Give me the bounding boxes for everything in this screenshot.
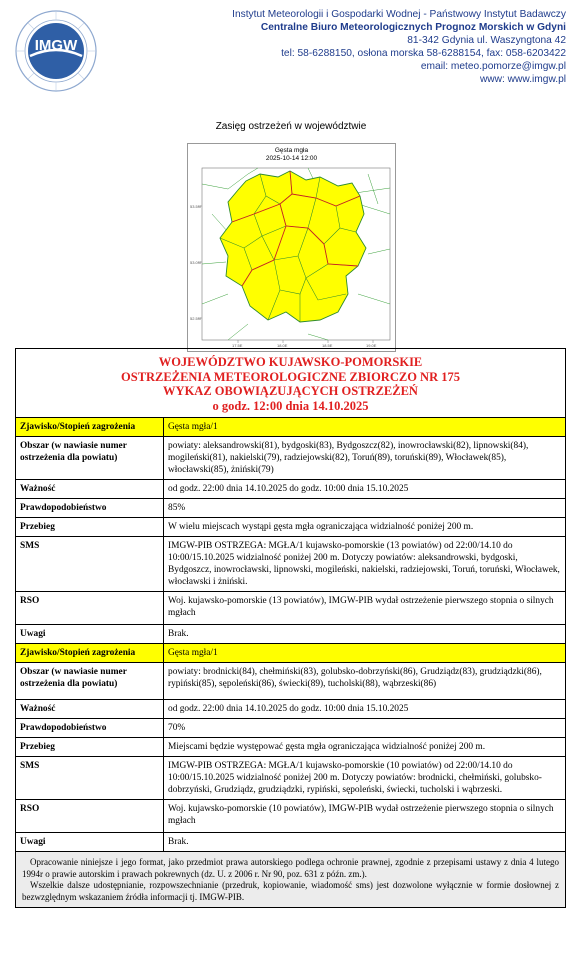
table-row <box>16 518 566 537</box>
label-area: Obszar (w nawiasie numer ostrzeżenia dla powiatu) <box>16 437 164 480</box>
value-phenomenon: Gęsta mgła/1 <box>164 644 566 663</box>
label-phenomenon: Zjawisko/Stopień zagrożenia <box>16 418 164 437</box>
table-row <box>16 757 566 800</box>
email-link[interactable]: email: meteo.pomorze@imgw.pl <box>420 61 566 72</box>
table-row <box>16 800 566 833</box>
value-remarks: Brak. <box>164 833 566 852</box>
imgw-logo-icon <box>15 10 97 92</box>
label-remarks: Uwagi <box>16 625 164 644</box>
value-sms: IMGW-PIB OSTRZEGA: MGŁA/1 kujawsko-pomorskie (10 powiatów) od 22:00/14.10 do 10:00/15.10.2025 widzialność poniżej 200 m. Dotyczy powiatów: brodnicki, chełmiński, golubsko-dobrzyński, Grudziądz, grudziądzki, rypiński, sępoleński, świecki, tucholski i wąbrzeski. <box>164 757 566 800</box>
banner-list-title: WYKAZ OBOWIĄZUJĄCYCH OSTRZEŻEŃ <box>163 384 418 398</box>
value-area: powiaty: brodnicki(84), chełmiński(83), golubsko-dobrzyński(86), Grudziądz(83), grudziądzki(86), rypiński(85), sępoleński(86), świecki(89), tucholski(88), wąbrzeski(86) <box>164 663 566 700</box>
table-row <box>16 738 566 757</box>
svg-text:53.5N: 53.5N <box>190 204 201 209</box>
value-area: powiaty: aleksandrowski(81), bydgoski(83), Bydgoszcz(82), inowrocławski(82), lipnowski(84), mogileński(81), nakielski(79), radziejowski(82), Toruń(89), toruński(89), Włocławek(85), włocławski(85), żniński(79) <box>164 437 566 480</box>
label-course: Przebieg <box>16 518 164 537</box>
table-row <box>16 592 566 625</box>
copyright-paragraph: Opracowanie niniejsze i jego format, jako przedmiot prawa autorskiego podlega ochronie prawnej, zgodnie z przepisami ustawy z dnia 4 lutego 1994r o prawie autorskim i prawach pokrewnych (dz. U. z 2006 r. Nr 90, poz. 631 z późn. zm.). <box>22 857 559 879</box>
table-row <box>16 537 566 592</box>
label-area: Obszar (w nawiasie numer ostrzeżenia dla powiatu) <box>16 663 164 700</box>
value-validity: od godz. 22:00 dnia 14.10.2025 do godz. 10:00 dnia 15.10.2025 <box>164 480 566 499</box>
institute-name: Instytut Meteorologii i Gospodarki Wodnej - Państwowy Instytut Badawczy <box>232 9 566 20</box>
value-rso: Woj. kujawsko-pomorskie (13 powiatów), IMGW-PIB wydał ostrzeżenie pierwszego stopnia o silnych mgłach <box>164 592 566 625</box>
value-sms: IMGW-PIB OSTRZEGA: MGŁA/1 kujawsko-pomorskie (13 powiatów) od 22:00/14.10 do 10:00/15.10.2025 widzialność poniżej 200 m. Dotyczy powiatów: aleksandrowski, bydgoski, Bydgoszcz, inowrocławski, lipnowski, mogileński, nakielski, radziejowski, Toruń, toruński, Włocławek, włocławski i żniński. <box>164 537 566 592</box>
label-sms: SMS <box>16 537 164 592</box>
label-rso: RSO <box>16 800 164 833</box>
label-rso: RSO <box>16 592 164 625</box>
warnings-banner <box>15 348 566 417</box>
map-caption-phenomenon: Gęsta mgła <box>274 147 309 154</box>
www-link[interactable]: www: www.imgw.pl <box>479 74 566 85</box>
value-phenomenon: Gęsta mgła/1 <box>164 418 566 437</box>
svg-text:52.5N: 52.5N <box>190 316 201 321</box>
map-caption-date: 2025-10-14 12:00 <box>265 155 318 162</box>
table-row <box>16 418 566 437</box>
svg-text:18.5E: 18.5E <box>322 343 333 348</box>
table-row <box>16 644 566 663</box>
banner-voivodeship: WOJEWÓDZTWO KUJAWSKO-POMORSKIE <box>158 355 423 369</box>
map-title: Zasięg ostrzeżeń w województwie <box>215 121 367 132</box>
address: 81-342 Gdynia ul. Waszyngtona 42 <box>407 35 566 46</box>
banner-issue-time: o godz. 12:00 dnia 14.10.2025 <box>212 398 369 413</box>
copyright-footer <box>15 852 566 908</box>
table-row <box>16 663 566 700</box>
value-rso: Woj. kujawsko-pomorskie (10 powiatów), IMGW-PIB wydał ostrzeżenie pierwszego stopnia o silnych mgłach <box>164 800 566 833</box>
label-phenomenon: Zjawisko/Stopień zagrożenia <box>16 644 164 663</box>
voivodeship-map-icon <box>188 144 395 351</box>
svg-text:19.0E: 19.0E <box>366 343 377 348</box>
svg-text:53.0N: 53.0N <box>190 260 201 265</box>
banner-bulletin-number: OSTRZEŻENIA METEOROLOGICZNE ZBIORCZO NR 175 <box>121 369 460 384</box>
warnings-grid <box>15 417 566 852</box>
imgw-logo <box>15 10 97 92</box>
table-row <box>16 437 566 480</box>
value-remarks: Brak. <box>164 625 566 644</box>
bureau-name: Centralne Biuro Meteorologicznych Prognoz Morskich w Gdyni <box>260 22 566 33</box>
value-probability: 85% <box>164 499 566 518</box>
table-row <box>16 700 566 719</box>
label-probability: Prawdopodobieństwo <box>16 499 164 518</box>
table-row <box>16 719 566 738</box>
table-row <box>16 480 566 499</box>
svg-text:IMGW: IMGW <box>34 37 78 54</box>
table-row <box>16 833 566 852</box>
svg-text:17.5E: 17.5E <box>232 343 243 348</box>
value-course: W wielu miejscach wystąpi gęsta mgła ograniczająca widzialność poniżej 200 m. <box>164 518 566 537</box>
label-validity: Ważność <box>16 700 164 719</box>
value-probability: 70% <box>164 719 566 738</box>
svg-text:18.0E: 18.0E <box>277 343 288 348</box>
label-validity: Ważność <box>16 480 164 499</box>
distribution-paragraph: Wszelkie dalsze udostępnianie, rozpowszechnianie (przedruk, kopiowanie, wiadomość sms) jest dozwolone wyłącznie w formie dosłownej z bezwzględnym wskazaniem źródła informacji tj. IMGW-PIB. <box>22 880 559 902</box>
label-sms: SMS <box>16 757 164 800</box>
value-validity: od godz. 22:00 dnia 14.10.2025 do godz. 10:00 dnia 15.10.2025 <box>164 700 566 719</box>
table-row <box>16 625 566 644</box>
institute-header <box>146 8 566 86</box>
label-probability: Prawdopodobieństwo <box>16 719 164 738</box>
warning-map <box>187 143 396 352</box>
phones: tel: 58-6288150, osłona morska 58-6288154, fax: 058-6203422 <box>281 48 566 59</box>
warnings-table <box>15 348 566 908</box>
label-course: Przebieg <box>16 738 164 757</box>
value-course: Miejscami będzie występować gęsta mgła ograniczająca widzialność poniżej 200 m. <box>164 738 566 757</box>
table-row <box>16 499 566 518</box>
label-remarks: Uwagi <box>16 833 164 852</box>
